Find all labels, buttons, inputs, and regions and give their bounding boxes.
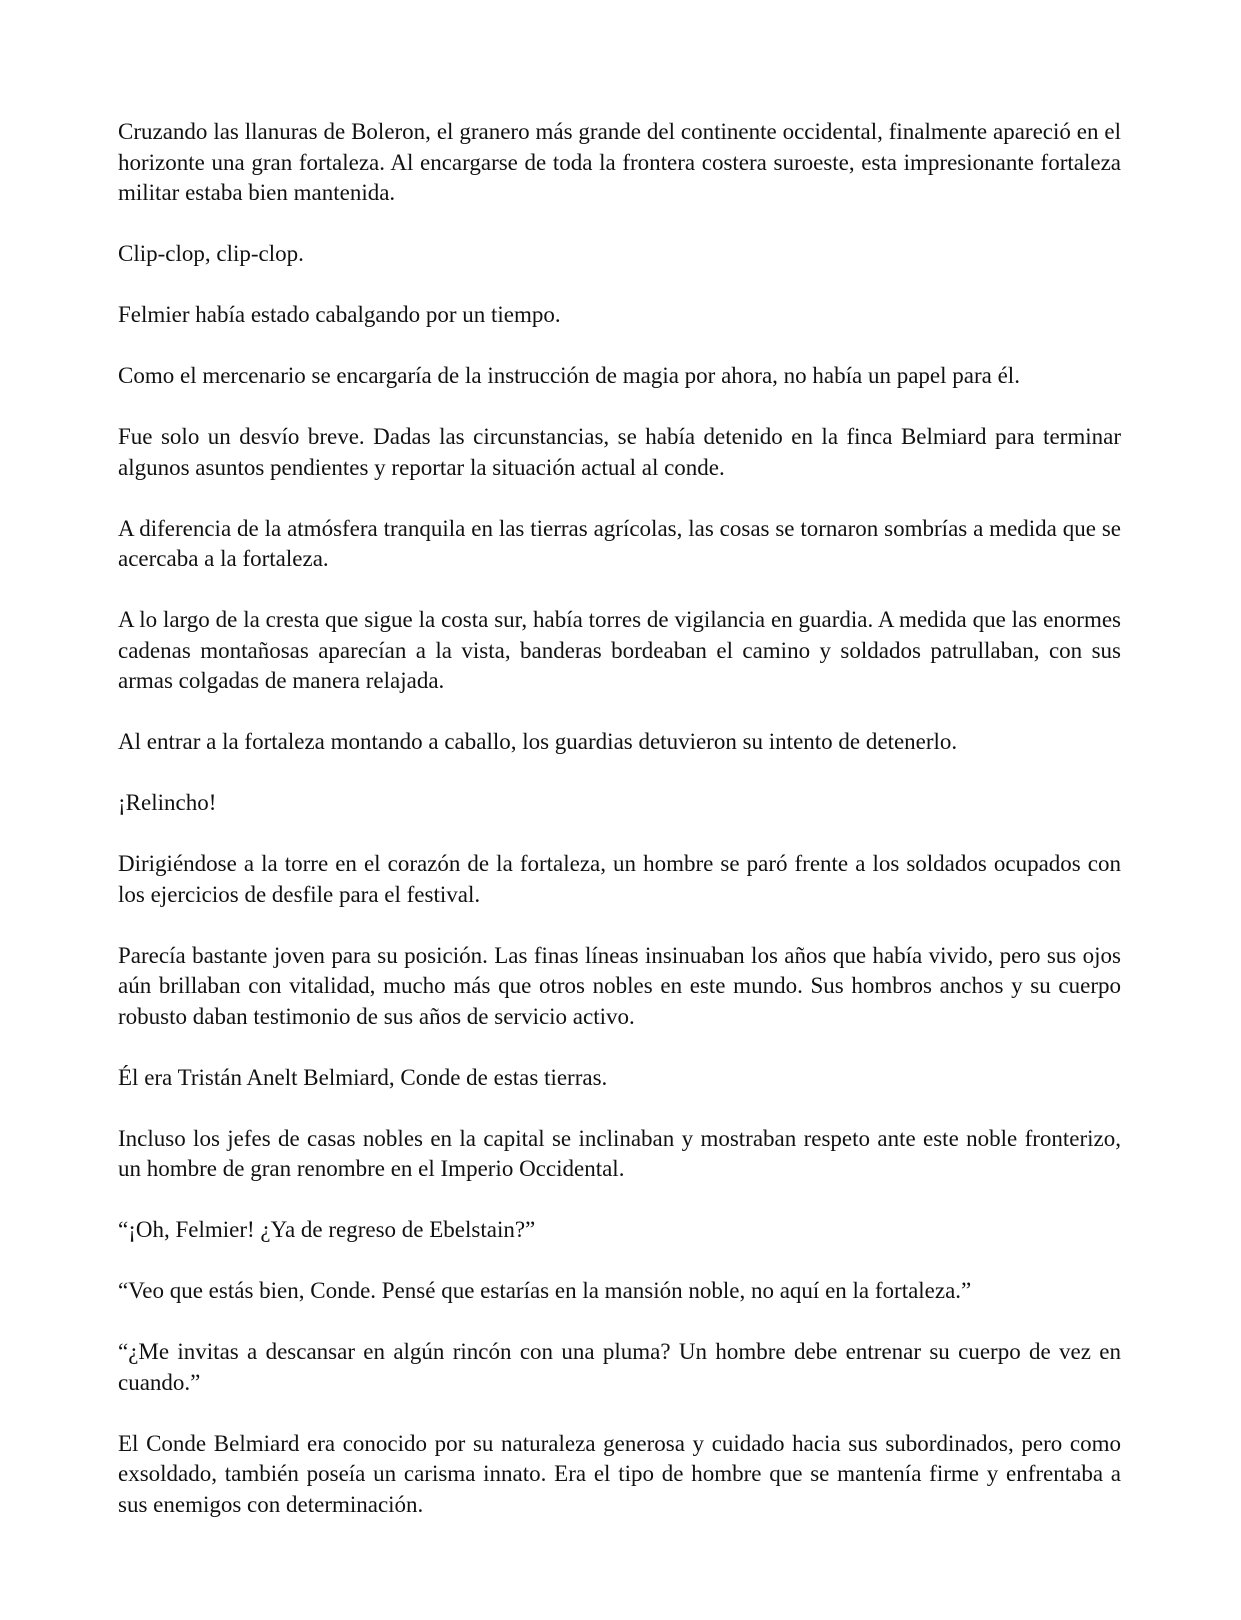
paragraph-2: Clip-clop, clip-clop. bbox=[118, 241, 304, 266]
paragraph-4: Como el mercenario se encargaría de la instrucción de magia por ahora, no había un papel para él. bbox=[118, 363, 1020, 388]
paragraph-14: “¡Oh, Felmier! ¿Ya de regreso de Ebelstain?” bbox=[118, 1217, 536, 1242]
paragraph-17: El Conde Belmiard era conocido por su naturaleza generosa y cuidado hacia sus subordinados, pero como exsoldado, también poseía un carisma innato. Era el tipo de hombre que se mantenía firme y enfrentaba a sus enemigos con determinación. bbox=[118, 1430, 1121, 1517]
paragraph-8: Al entrar a la fortaleza montando a caballo, los guardias detuvieron su intento de detenerlo. bbox=[118, 729, 958, 754]
paragraph-1: Cruzando las llanuras de Boleron, el granero más grande del continente occidental, finalmente apareció en el horizonte una gran fortaleza. Al encargarse de toda la frontera costera suroeste, esta impresionante fortaleza militar estaba bien mantenida. bbox=[118, 119, 1121, 205]
paragraph-16: “¿Me invitas a descansar en algún rincón con una pluma? Un hombre debe entrenar su cuerpo de vez en cuando.” bbox=[118, 1339, 1121, 1395]
paragraph-15: “Veo que estás bien, Conde. Pensé que estarías en la mansión noble, no aquí en la fortaleza.” bbox=[118, 1278, 972, 1303]
paragraph-12: Él era Tristán Anelt Belmiard, Conde de estas tierras. bbox=[118, 1064, 608, 1090]
paragraph-13: Incluso los jefes de casas nobles en la capital se inclinaban y mostraban respeto ante este noble fronterizo, un hombre de gran renombre en el Imperio Occidental. bbox=[118, 1125, 1121, 1181]
document-body bbox=[118, 117, 1121, 1520]
paragraph-9: ¡Relincho! bbox=[118, 790, 217, 815]
paragraph-3: Felmier había estado cabalgando por un tiempo. bbox=[118, 302, 561, 327]
paragraph-5: Fue solo un desvío breve. Dadas las circunstancias, se había detenido en la finca Belmiard para terminar algunos asuntos pendientes y reportar la situación actual al conde. bbox=[118, 424, 1121, 480]
paragraph-7: A lo largo de la cresta que sigue la costa sur, había torres de vigilancia en guardia. A medida que las enormes cadenas montañosas aparecían a la vista, banderas bordeaban el camino y soldados patrullaban, con sus armas colgadas de manera relajada. bbox=[118, 607, 1121, 693]
paragraph-10: Dirigiéndose a la torre en el corazón de la fortaleza, un hombre se paró frente a los soldados ocupados con los ejercicios de desfile para el festival. bbox=[118, 851, 1121, 907]
paragraph-11: Parecía bastante joven para su posición. Las finas líneas insinuaban los años que había vivido, pero sus ojos aún brillaban con vitalidad, mucho más que otros nobles en este mundo. Sus hombros anchos y su cuerpo robusto daban testimonio de sus años de servicio activo. bbox=[118, 942, 1121, 1029]
paragraph-6: A diferencia de la atmósfera tranquila en las tierras agrícolas, las cosas se tornaron sombrías a medida que se acercaba a la fortaleza. bbox=[118, 515, 1121, 571]
